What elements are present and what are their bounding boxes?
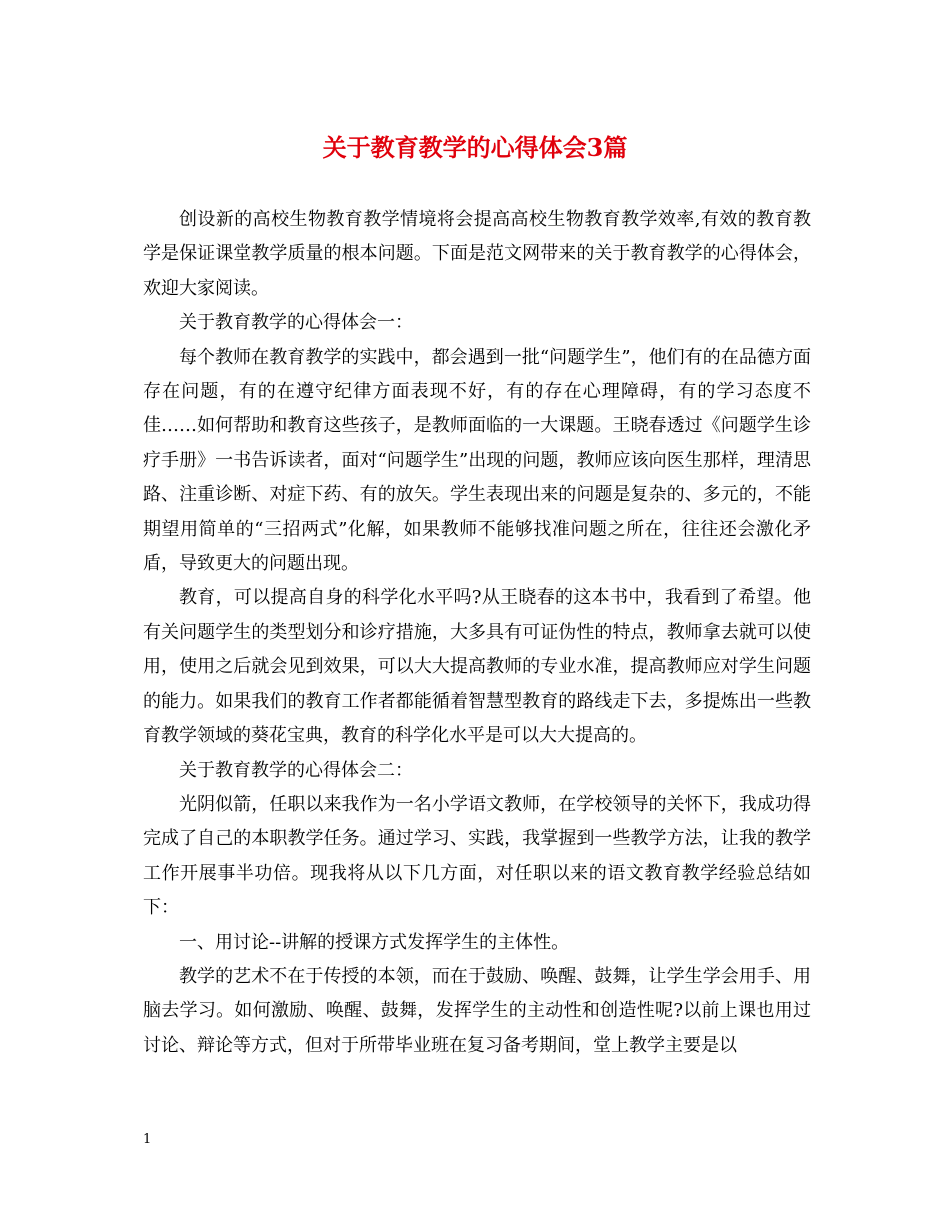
paragraph: 每个教师在教育教学的实践中，都会遇到一批“问题学生”，他们有的在品德方面存在问题，有的在遵守纪律方面表现不好，有的存在心理障碍，有的学习态度不佳……如何帮助和教育这些孩子，是教师面临的一大课题。王晓春透过《问题学生诊疗手册》一书告诉读者，面对“问题学生”出现的问题，教师应该向医生那样，理清思路、注重诊断、对症下药、有的放矢。学生表现出来的问题是复杂的、多元的，不能期望用简单的“三招两式”化解，如果教师不能够找准问题之所在，往往还会激化矛盾，导致更大的问题出现。 <box>143 346 811 575</box>
page-number: 1 <box>143 1132 152 1147</box>
document-body <box>143 203 811 1063</box>
section-heading-2: 关于教育教学的心得体会二： <box>179 759 413 781</box>
paragraph: 教育，可以提高自身的科学化水平吗?从王晓春的这本书中，我看到了希望。他有关问题学生的类型划分和诊疗措施，大多具有可证伪性的特点，教师拿去就可以使用，使用之后就会见到效果，可以大大提高教师的专业水准，提高教师应对学生问题的能力。如果我们的教育工作者都能循着智慧型教育的路线走下去，多提炼出一些教育教学领域的葵花宝典，教育的科学化水平是可以大大提高的。 <box>143 587 811 747</box>
paragraph: 教学的艺术不在于传授的本领，而在于鼓励、唤醒、鼓舞，让学生学会用手、用脑去学习。如何激励、唤醒、鼓舞，发挥学生的主动性和创造性呢?以前上课也用过讨论、辩论等方式，但对于所带毕业班在复习备考期间，堂上教学主要是以 <box>143 965 811 1056</box>
section-heading-1: 关于教育教学的心得体会一： <box>179 312 413 334</box>
paragraph-intro: 创设新的高校生物教育教学情境将会提高高校生物教育教学效率,有效的教育教学是保证课堂教学质量的根本问题。下面是范文网带来的关于教育教学的心得体会，欢迎大家阅读。 <box>143 209 811 299</box>
document-title: 关于教育教学的心得体会3篇 <box>322 133 628 162</box>
paragraph: 光阴似箭，任职以来我作为一名小学语文教师，在学校领导的关怀下，我成功得完成了自己的本职教学任务。通过学习、实践，我掌握到一些教学方法，让我的教学工作开展事半功倍。现我将从以下几方面，对任职以来的语文教育教学经验总结如下： <box>143 793 811 919</box>
sub-heading: 一、用讨论--讲解的授课方式发挥学生的主体性。 <box>179 931 570 953</box>
